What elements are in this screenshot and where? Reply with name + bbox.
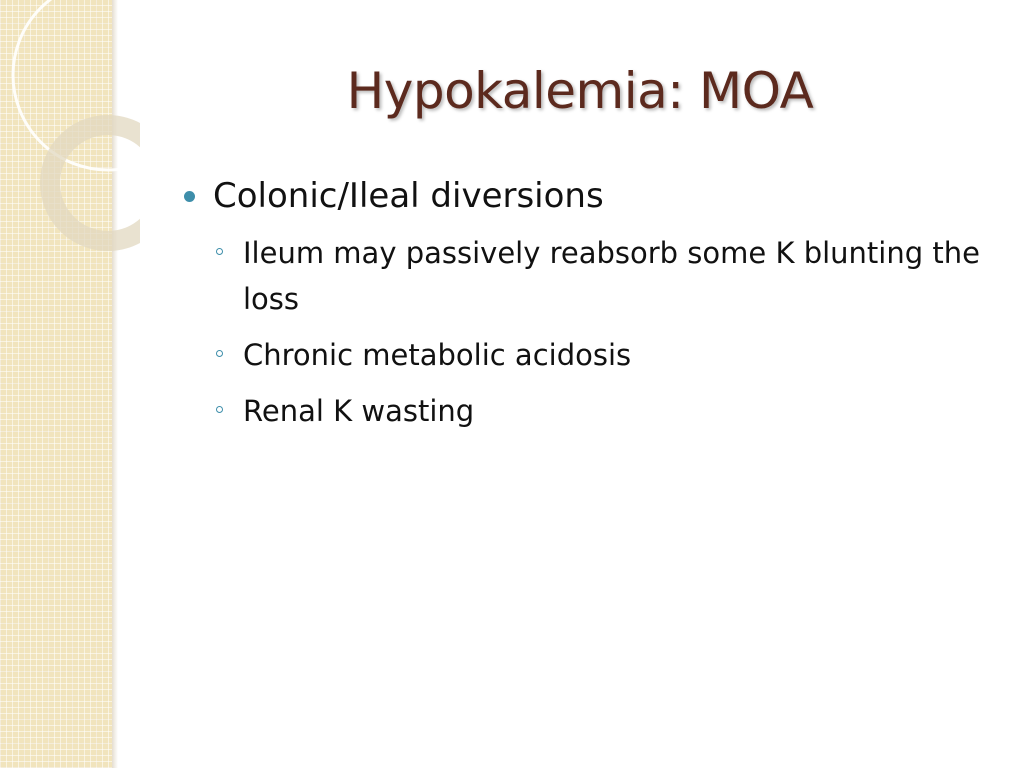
subbullet-item: [214, 332, 1002, 378]
side-panel-shadow: [112, 0, 118, 768]
decorative-side-panel: [0, 0, 112, 768]
subbullet-text: Chronic metabolic acidosis: [243, 338, 632, 372]
bullet-text: Colonic/Ileal diversions: [213, 176, 604, 216]
bullet-item: [182, 172, 1002, 220]
slide-content: [182, 172, 1002, 444]
hollow-bullet-icon: [214, 230, 243, 276]
subbullet-item: [214, 388, 1002, 434]
filled-bullet-icon: [182, 172, 213, 220]
subbullet-text: Renal K wasting: [243, 394, 475, 428]
slide-title: Hypokalemia: MOA: [346, 62, 814, 120]
subbullet-item: [214, 230, 1002, 322]
hollow-bullet-icon: [214, 332, 243, 378]
subbullet-text: Ileum may passively reabsorb some K blunting the loss: [243, 236, 980, 316]
hollow-bullet-icon: [214, 388, 243, 434]
